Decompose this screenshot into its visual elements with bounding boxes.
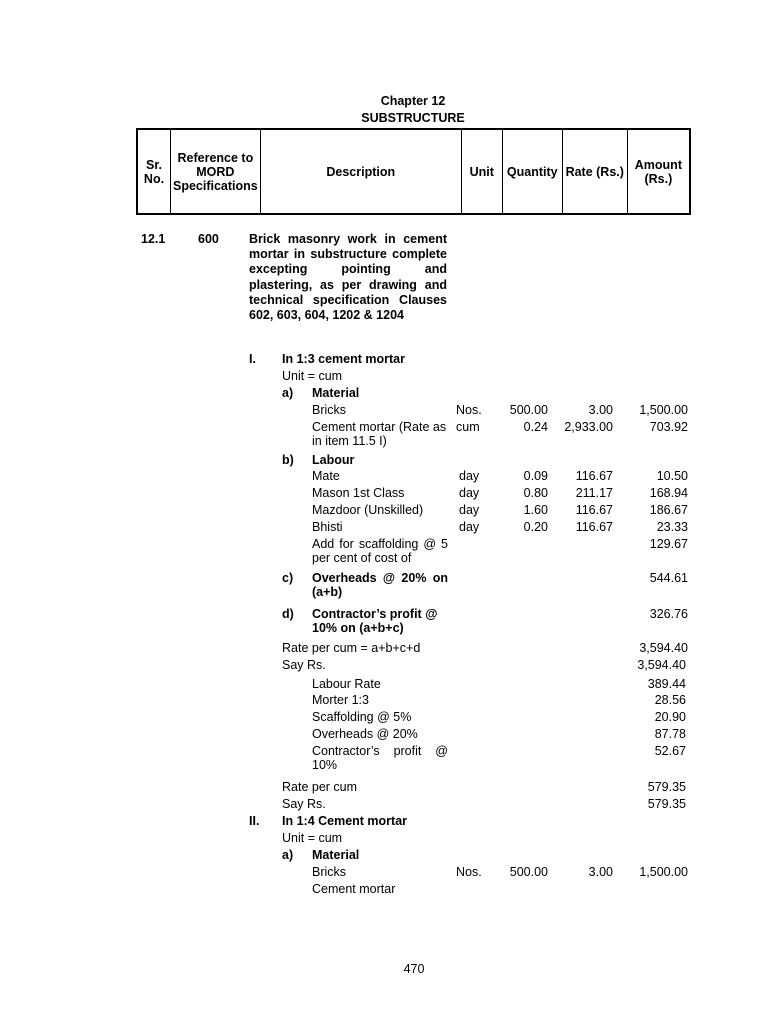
labour-qty: 0.20 [523,520,548,534]
breakdown-amount: 389.44 [647,677,686,691]
material-unit: Nos. [456,865,482,879]
breakdown-label: Contractor’s profit @ 10% [312,744,448,772]
header-unit: Unit [461,129,502,214]
labour-unit: day [459,503,480,517]
labour-rate: 116.67 [575,520,613,534]
labour-qty: 0.80 [523,486,548,500]
item-reference: 600 [198,232,219,246]
page-number: 470 [403,962,425,976]
scaffolding-amount: 129.67 [649,537,688,551]
section1-c-amount: 544.61 [649,571,688,585]
section2-a-title: Material [312,848,360,862]
material-qty: 0.24 [523,420,548,434]
section1-d-amount: 326.76 [649,607,688,621]
header-description: Description [260,129,461,214]
section2-number: II. [249,814,260,828]
material-qty: 500.00 [509,865,548,879]
labour-qty: 0.09 [523,469,548,483]
rate-per-cum2-label: Rate per cum [282,780,358,794]
material-amount: 1,500.00 [639,865,688,879]
section1-b-label: b) [282,453,294,467]
labour-rate: 116.67 [575,469,613,483]
breakdown-label: Labour Rate [312,677,381,691]
chapter-subtitle: SUBSTRUCTURE [361,111,465,125]
material-unit: Nos. [456,403,482,417]
material-rate: 2,933.00 [564,420,613,434]
header-amount: Amount (Rs.) [627,129,690,214]
say-amount: 3,594.40 [637,658,686,672]
section1-d-title: Contractor’s profit @ 10% on (a+b+c) [312,607,438,635]
header-rate: Rate (Rs.) [562,129,627,214]
labour-desc: Mazdoor (Unskilled) [312,503,424,517]
section1-d-label: d) [282,607,294,621]
material-desc: Bricks [312,865,347,879]
say2-amount: 579.35 [647,797,686,811]
material-unit: cum [456,420,480,434]
section1-c-label: c) [282,571,294,585]
labour-desc: Mason 1st Class [312,486,405,500]
header-quantity: Quantity [502,129,562,214]
rate-per-cum-label: Rate per cum = a+b+c+d [282,641,421,655]
section1-number: I. [249,352,256,366]
breakdown-amount: 52.67 [654,744,686,758]
labour-unit: day [459,469,480,483]
section1-title: In 1:3 cement mortar [282,352,405,366]
section2-a-label: a) [282,848,294,862]
header-sr-no: Sr. No. [137,129,171,214]
header-table [136,128,691,215]
section2-unit-line: Unit = cum [282,831,343,845]
section2-title: In 1:4 Cement mortar [282,814,408,828]
item-sr-no: 12.1 [141,232,166,246]
rate-per-cum-amount: 3,594.40 [639,641,688,655]
breakdown-label: Morter 1:3 [312,693,369,707]
section1-a-label: a) [282,386,294,400]
material-desc: Cement mortar [312,882,396,896]
rate-per-cum2-amount: 579.35 [647,780,686,794]
labour-amount: 186.67 [649,503,688,517]
breakdown-amount: 28.56 [654,693,686,707]
labour-unit: day [459,486,480,500]
section1-b-title: Labour [312,453,355,467]
breakdown-label: Scaffolding @ 5% [312,710,412,724]
labour-amount: 10.50 [656,469,688,483]
material-desc: Cement mortar (Rate as in item 11.5 I) [312,420,447,448]
say2-label: Say Rs. [282,797,326,811]
section1-unit-line: Unit = cum [282,369,343,383]
labour-desc: Bhisti [312,520,343,534]
header-reference: Reference to MORD Specifications [171,129,261,214]
section1-c-title: Overheads @ 20% on (a+b) [312,571,448,599]
material-rate: 3.00 [588,403,613,417]
labour-unit: day [459,520,480,534]
labour-qty: 1.60 [523,503,548,517]
labour-desc: Mate [312,469,340,483]
labour-amount: 23.33 [656,520,688,534]
material-qty: 500.00 [509,403,548,417]
item-description: Brick masonry work in cement mortar in substructure complete excepting pointing and plastering, as per drawing and technical specification Clauses 602, 603, 604, 1202 & 1204 [249,232,447,323]
material-amount: 1,500.00 [639,403,688,417]
material-rate: 3.00 [588,865,613,879]
breakdown-label: Overheads @ 20% [312,727,418,741]
section1-a-title: Material [312,386,360,400]
material-desc: Bricks [312,403,347,417]
material-amount: 703.92 [649,420,688,434]
scaffolding-desc: Add for scaffolding @ 5 per cent of cost of [312,537,448,565]
labour-rate: 116.67 [575,503,613,517]
chapter-title: Chapter 12 [380,94,446,108]
breakdown-amount: 87.78 [654,727,686,741]
labour-rate: 211.17 [575,486,613,500]
breakdown-amount: 20.90 [654,710,686,724]
labour-amount: 168.94 [649,486,688,500]
say-label: Say Rs. [282,658,326,672]
